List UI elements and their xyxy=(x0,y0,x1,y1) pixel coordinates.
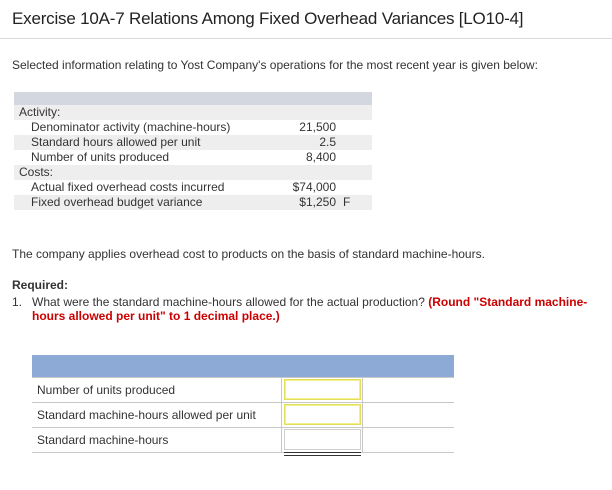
units-label: Number of units produced xyxy=(31,150,170,164)
actual-fixed-value: $74,000 xyxy=(292,180,336,194)
answer-label-units: Number of units produced xyxy=(32,378,282,402)
std-hours-input[interactable] xyxy=(284,404,361,425)
info-row-std-hours xyxy=(14,135,372,150)
actual-fixed-label: Actual fixed overhead costs incurred xyxy=(31,180,225,194)
info-row-denominator xyxy=(14,120,372,135)
total-double-underline xyxy=(284,452,361,456)
units-input[interactable] xyxy=(284,379,361,400)
question-plain: What were the standard machine-hours allowed for the actual production? xyxy=(32,295,425,309)
answer-cell-units xyxy=(282,378,363,402)
info-row-units xyxy=(14,150,372,165)
title-divider xyxy=(0,38,612,39)
answer-row-std-hours xyxy=(32,402,454,427)
total-underline-wrap xyxy=(282,427,363,457)
units-value: 8,400 xyxy=(305,150,336,164)
answer-row-units xyxy=(32,377,454,402)
answer-table-bottom-border xyxy=(32,452,454,453)
info-row-budget-variance xyxy=(14,195,372,210)
std-hours-value: 2.5 xyxy=(319,135,336,149)
info-row-actual-fixed xyxy=(14,180,372,195)
rounding-instruction: (Round "Standard machine-hours allowed per unit" to 1 decimal place.) xyxy=(32,295,588,323)
answer-tail-cell xyxy=(363,403,454,427)
denominator-label: Denominator activity (machine-hours) xyxy=(31,120,231,134)
denominator-value: 21,500 xyxy=(299,120,336,134)
answer-label-total: Standard machine-hours xyxy=(32,428,282,452)
activity-label: Activity: xyxy=(19,105,61,119)
answer-table-header xyxy=(32,355,454,377)
answer-row-total xyxy=(32,427,454,452)
answer-tail-cell xyxy=(363,378,454,402)
answer-label-std-hours: Standard machine-hours allowed per unit xyxy=(32,403,282,427)
budget-variance-label: Fixed overhead budget variance xyxy=(31,195,203,209)
intro-text: Selected information relating to Yost Company's operations for the most recent year is given below: xyxy=(12,58,538,72)
question-text xyxy=(32,295,592,323)
overhead-basis-text: The company applies overhead cost to products on the basis of standard machine-hours. xyxy=(12,247,485,261)
answer-cell-std-hours xyxy=(282,403,363,427)
required-heading: Required: xyxy=(12,278,69,292)
info-row-activity xyxy=(14,105,372,120)
question-number: 1. xyxy=(12,295,23,309)
info-table-header xyxy=(14,92,372,105)
info-row-costs xyxy=(14,165,372,180)
exercise-title: Exercise 10A-7 Relations Among Fixed Overhead Variances [LO10-4] xyxy=(12,9,524,28)
std-hours-label: Standard hours allowed per unit xyxy=(31,135,201,149)
answer-tail-cell xyxy=(363,428,454,452)
costs-label: Costs: xyxy=(19,165,54,179)
budget-variance-value: $1,250 xyxy=(299,195,336,209)
budget-variance-flag: F xyxy=(343,195,351,209)
